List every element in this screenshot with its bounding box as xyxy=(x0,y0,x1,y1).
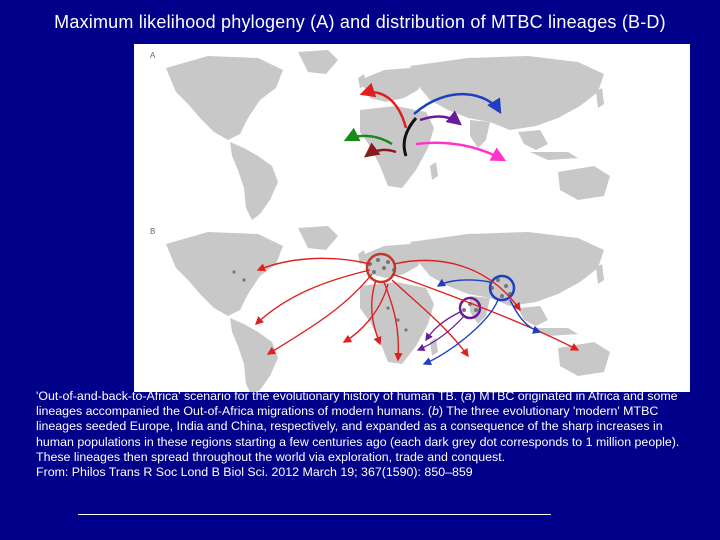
figure-caption xyxy=(36,389,696,480)
panel-a-map xyxy=(148,48,628,220)
panel-b-map xyxy=(148,224,628,392)
caption-source[interactable]: From: Philos Trans R Soc Lond B Biol Sci. 2012 March 19; 367(1590): 850–859 xyxy=(36,465,473,480)
caption-part-2: ) MTBC originated in Africa and some lineages accompanied the Out-of-Africa migrations of modern humans. ( xyxy=(36,389,678,419)
figure-panels xyxy=(134,44,690,392)
caption-text xyxy=(36,389,696,465)
panel-a-label: A xyxy=(150,51,156,60)
caption-letter-b: b xyxy=(432,404,439,419)
source-underline xyxy=(78,514,551,515)
slide-title: Maximum likelihood phylogeny (A) and distribution of MTBC lineages (B-D) xyxy=(54,12,666,32)
panel-b-label: B xyxy=(150,227,156,236)
caption-part-1: 'Out-of-and-back-to-Africa' scenario for the evolutionary history of human TB. ( xyxy=(36,389,465,403)
caption-part-3: ) The three evolutionary 'modern' MTBC lineages seeded Europe, India and China, respectively, and expanded as a consequence of the sharp increases in human populations in these regions starting a few centuries ago (each dark grey dot corresponds to 1 million people). These lineages then spread throughout the world via exploration, trade and conquest. xyxy=(36,404,680,464)
world-maps-figure xyxy=(134,44,690,392)
caption-letter-a: a xyxy=(464,389,472,403)
